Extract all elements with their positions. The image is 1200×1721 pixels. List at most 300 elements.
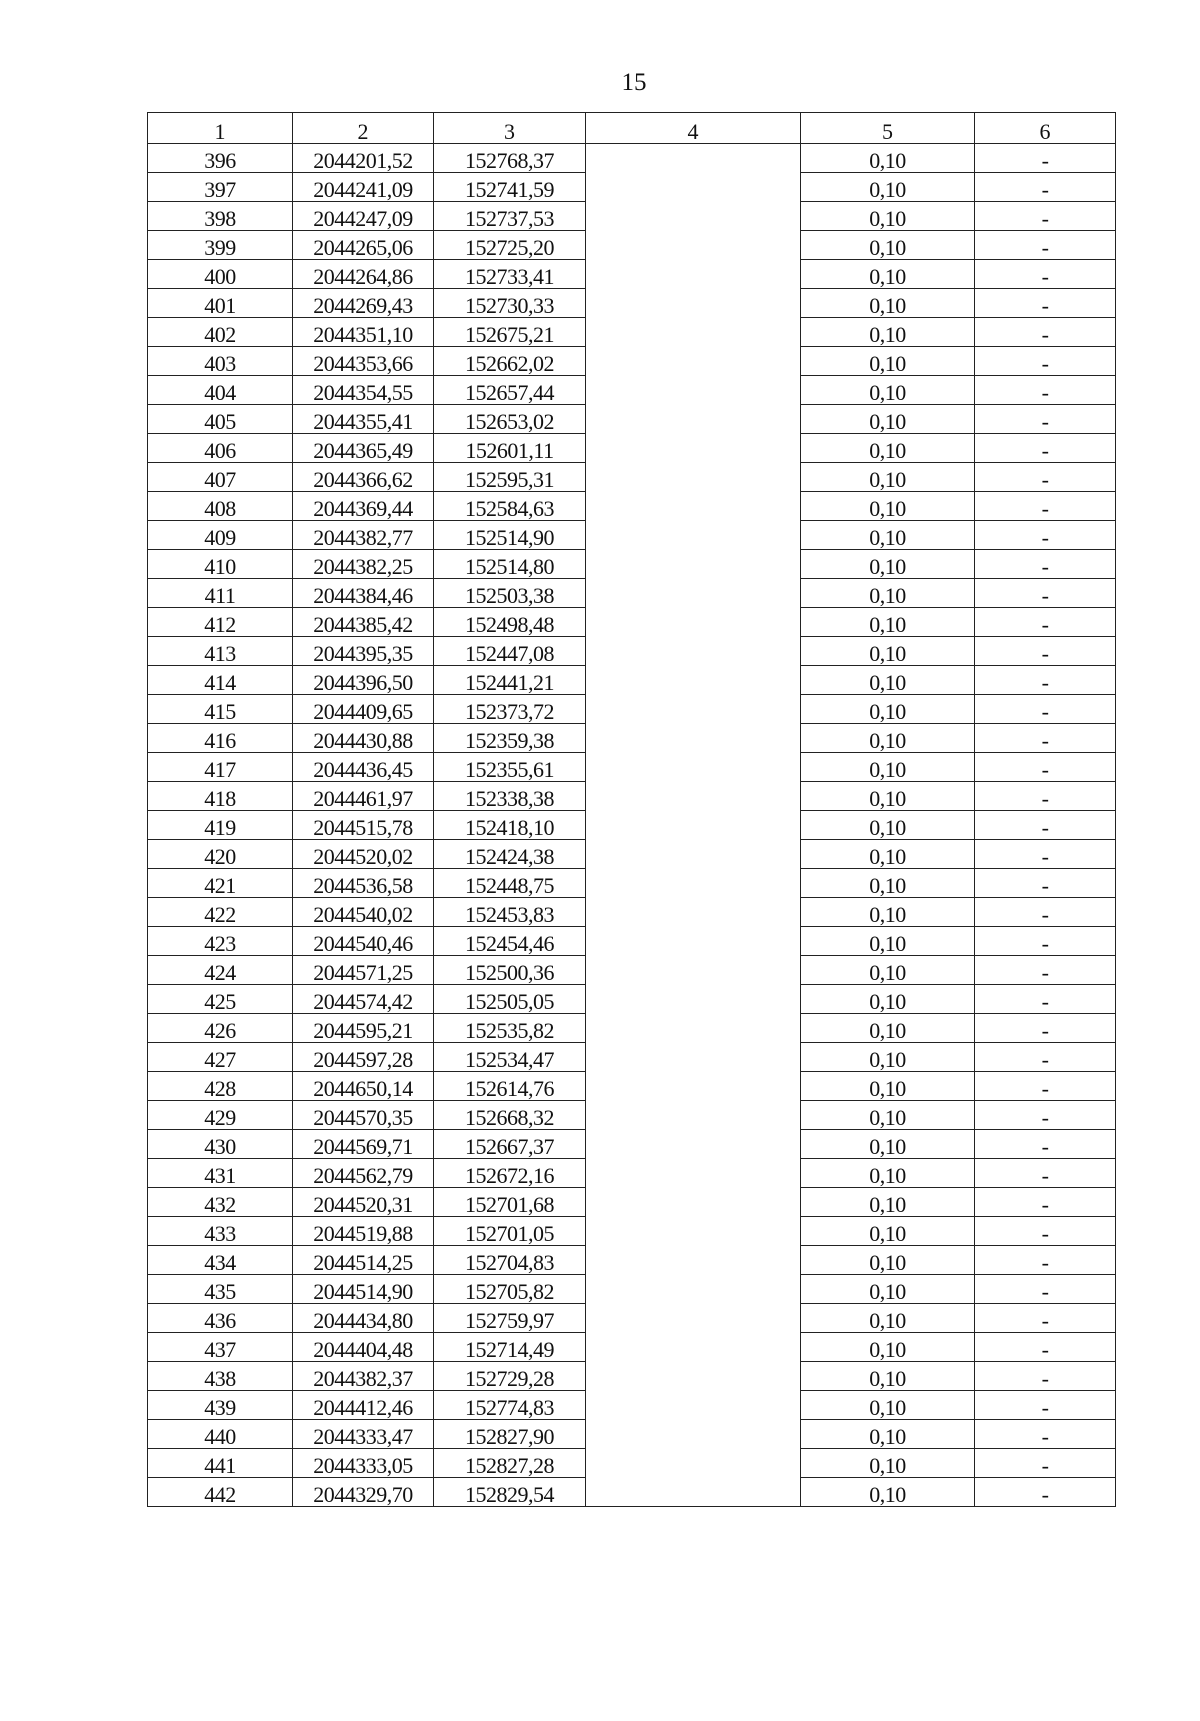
- value-cell: 0,10: [801, 405, 975, 434]
- empty-cell: [586, 202, 801, 231]
- column-header-5: 5: [801, 113, 975, 144]
- point-number-cell: 441: [148, 1449, 293, 1478]
- y-coordinate-cell: 152759,97: [434, 1304, 586, 1333]
- point-number-cell: 437: [148, 1333, 293, 1362]
- dash-cell: -: [975, 521, 1116, 550]
- empty-cell: [586, 898, 801, 927]
- value-cell: 0,10: [801, 289, 975, 318]
- y-coordinate-cell: 152675,21: [434, 318, 586, 347]
- x-coordinate-cell: 2044365,49: [293, 434, 434, 463]
- table-row: [148, 1159, 1116, 1188]
- point-number-cell: 413: [148, 637, 293, 666]
- y-coordinate-cell: 152355,61: [434, 753, 586, 782]
- dash-cell: -: [975, 724, 1116, 753]
- table-row: [148, 1043, 1116, 1072]
- value-cell: 0,10: [801, 521, 975, 550]
- y-coordinate-cell: 152672,16: [434, 1159, 586, 1188]
- column-header-2: 2: [293, 113, 434, 144]
- dash-cell: -: [975, 927, 1116, 956]
- y-coordinate-cell: 152725,20: [434, 231, 586, 260]
- empty-cell: [586, 318, 801, 347]
- value-cell: 0,10: [801, 231, 975, 260]
- dash-cell: -: [975, 898, 1116, 927]
- x-coordinate-cell: 2044385,42: [293, 608, 434, 637]
- dash-cell: -: [975, 608, 1116, 637]
- empty-cell: [586, 1043, 801, 1072]
- x-coordinate-cell: 2044404,48: [293, 1333, 434, 1362]
- value-cell: 0,10: [801, 434, 975, 463]
- point-number-cell: 400: [148, 260, 293, 289]
- point-number-cell: 408: [148, 492, 293, 521]
- dash-cell: -: [975, 637, 1116, 666]
- table-row: [148, 144, 1116, 173]
- y-coordinate-cell: 152373,72: [434, 695, 586, 724]
- y-coordinate-cell: 152733,41: [434, 260, 586, 289]
- dash-cell: -: [975, 1072, 1116, 1101]
- dash-cell: -: [975, 1275, 1116, 1304]
- y-coordinate-cell: 152741,59: [434, 173, 586, 202]
- point-number-cell: 442: [148, 1478, 293, 1507]
- point-number-cell: 416: [148, 724, 293, 753]
- point-number-cell: 429: [148, 1101, 293, 1130]
- point-number-cell: 432: [148, 1188, 293, 1217]
- point-number-cell: 420: [148, 840, 293, 869]
- table-header: [148, 113, 1116, 144]
- empty-cell: [586, 434, 801, 463]
- table-body: [148, 144, 1116, 1507]
- y-coordinate-cell: 152701,05: [434, 1217, 586, 1246]
- point-number-cell: 439: [148, 1391, 293, 1420]
- empty-cell: [586, 1333, 801, 1362]
- empty-cell: [586, 608, 801, 637]
- point-number-cell: 415: [148, 695, 293, 724]
- dash-cell: -: [975, 289, 1116, 318]
- dash-cell: -: [975, 666, 1116, 695]
- point-number-cell: 428: [148, 1072, 293, 1101]
- empty-cell: [586, 695, 801, 724]
- table-row: [148, 492, 1116, 521]
- y-coordinate-cell: 152701,68: [434, 1188, 586, 1217]
- dash-cell: -: [975, 1391, 1116, 1420]
- table-row: [148, 782, 1116, 811]
- x-coordinate-cell: 2044520,31: [293, 1188, 434, 1217]
- x-coordinate-cell: 2044395,35: [293, 637, 434, 666]
- y-coordinate-cell: 152454,46: [434, 927, 586, 956]
- empty-cell: [586, 492, 801, 521]
- y-coordinate-cell: 152359,38: [434, 724, 586, 753]
- y-coordinate-cell: 152730,33: [434, 289, 586, 318]
- x-coordinate-cell: 2044514,25: [293, 1246, 434, 1275]
- empty-cell: [586, 1130, 801, 1159]
- dash-cell: -: [975, 579, 1116, 608]
- empty-cell: [586, 724, 801, 753]
- dash-cell: -: [975, 1014, 1116, 1043]
- table-row: [148, 550, 1116, 579]
- dash-cell: -: [975, 1043, 1116, 1072]
- value-cell: 0,10: [801, 956, 975, 985]
- x-coordinate-cell: 2044540,46: [293, 927, 434, 956]
- point-number-cell: 410: [148, 550, 293, 579]
- dash-cell: -: [975, 173, 1116, 202]
- value-cell: 0,10: [801, 1478, 975, 1507]
- column-header-6: 6: [975, 113, 1116, 144]
- x-coordinate-cell: 2044571,25: [293, 956, 434, 985]
- x-coordinate-cell: 2044366,62: [293, 463, 434, 492]
- table-row: [148, 927, 1116, 956]
- y-coordinate-cell: 152505,05: [434, 985, 586, 1014]
- point-number-cell: 427: [148, 1043, 293, 1072]
- x-coordinate-cell: 2044353,66: [293, 347, 434, 376]
- x-coordinate-cell: 2044430,88: [293, 724, 434, 753]
- table-row: [148, 1072, 1116, 1101]
- dash-cell: -: [975, 1101, 1116, 1130]
- y-coordinate-cell: 152774,83: [434, 1391, 586, 1420]
- table-row: [148, 811, 1116, 840]
- dash-cell: -: [975, 985, 1116, 1014]
- empty-cell: [586, 260, 801, 289]
- empty-cell: [586, 1478, 801, 1507]
- x-coordinate-cell: 2044351,10: [293, 318, 434, 347]
- value-cell: 0,10: [801, 782, 975, 811]
- y-coordinate-cell: 152514,80: [434, 550, 586, 579]
- dash-cell: -: [975, 782, 1116, 811]
- y-coordinate-cell: 152827,90: [434, 1420, 586, 1449]
- x-coordinate-cell: 2044515,78: [293, 811, 434, 840]
- dash-cell: -: [975, 1217, 1116, 1246]
- y-coordinate-cell: 152657,44: [434, 376, 586, 405]
- dash-cell: -: [975, 231, 1116, 260]
- empty-cell: [586, 666, 801, 695]
- value-cell: 0,10: [801, 376, 975, 405]
- point-number-cell: 422: [148, 898, 293, 927]
- dash-cell: -: [975, 434, 1116, 463]
- point-number-cell: 398: [148, 202, 293, 231]
- y-coordinate-cell: 152668,32: [434, 1101, 586, 1130]
- dash-cell: -: [975, 753, 1116, 782]
- value-cell: 0,10: [801, 1130, 975, 1159]
- y-coordinate-cell: 152503,38: [434, 579, 586, 608]
- value-cell: 0,10: [801, 260, 975, 289]
- coordinates-table: [147, 112, 1116, 1507]
- table-row: [148, 579, 1116, 608]
- dash-cell: -: [975, 1362, 1116, 1391]
- table-row: [148, 1130, 1116, 1159]
- point-number-cell: 396: [148, 144, 293, 173]
- point-number-cell: 412: [148, 608, 293, 637]
- y-coordinate-cell: 152653,02: [434, 405, 586, 434]
- x-coordinate-cell: 2044241,09: [293, 173, 434, 202]
- point-number-cell: 402: [148, 318, 293, 347]
- x-coordinate-cell: 2044333,47: [293, 1420, 434, 1449]
- dash-cell: -: [975, 260, 1116, 289]
- empty-cell: [586, 376, 801, 405]
- value-cell: 0,10: [801, 463, 975, 492]
- x-coordinate-cell: 2044595,21: [293, 1014, 434, 1043]
- dash-cell: -: [975, 202, 1116, 231]
- y-coordinate-cell: 152535,82: [434, 1014, 586, 1043]
- table-row: [148, 376, 1116, 405]
- x-coordinate-cell: 2044396,50: [293, 666, 434, 695]
- y-coordinate-cell: 152705,82: [434, 1275, 586, 1304]
- x-coordinate-cell: 2044355,41: [293, 405, 434, 434]
- empty-cell: [586, 231, 801, 260]
- dash-cell: -: [975, 463, 1116, 492]
- x-coordinate-cell: 2044354,55: [293, 376, 434, 405]
- point-number-cell: 418: [148, 782, 293, 811]
- point-number-cell: 403: [148, 347, 293, 376]
- y-coordinate-cell: 152424,38: [434, 840, 586, 869]
- table-row: [148, 173, 1116, 202]
- empty-cell: [586, 869, 801, 898]
- value-cell: 0,10: [801, 898, 975, 927]
- point-number-cell: 414: [148, 666, 293, 695]
- value-cell: 0,10: [801, 637, 975, 666]
- value-cell: 0,10: [801, 492, 975, 521]
- value-cell: 0,10: [801, 1449, 975, 1478]
- dash-cell: -: [975, 1130, 1116, 1159]
- empty-cell: [586, 985, 801, 1014]
- table-row: [148, 985, 1116, 1014]
- point-number-cell: 419: [148, 811, 293, 840]
- value-cell: 0,10: [801, 753, 975, 782]
- point-number-cell: 440: [148, 1420, 293, 1449]
- point-number-cell: 426: [148, 1014, 293, 1043]
- table-row: [148, 405, 1116, 434]
- y-coordinate-cell: 152448,75: [434, 869, 586, 898]
- y-coordinate-cell: 152829,54: [434, 1478, 586, 1507]
- dash-cell: -: [975, 1449, 1116, 1478]
- value-cell: 0,10: [801, 869, 975, 898]
- table-row: [148, 289, 1116, 318]
- empty-cell: [586, 1072, 801, 1101]
- value-cell: 0,10: [801, 347, 975, 376]
- value-cell: 0,10: [801, 1072, 975, 1101]
- table-row: [148, 1246, 1116, 1275]
- value-cell: 0,10: [801, 202, 975, 231]
- point-number-cell: 405: [148, 405, 293, 434]
- table-row: [148, 1188, 1116, 1217]
- point-number-cell: 406: [148, 434, 293, 463]
- value-cell: 0,10: [801, 695, 975, 724]
- dash-cell: -: [975, 492, 1116, 521]
- table-row: [148, 1217, 1116, 1246]
- dash-cell: -: [975, 405, 1116, 434]
- dash-cell: -: [975, 811, 1116, 840]
- empty-cell: [586, 637, 801, 666]
- y-coordinate-cell: 152514,90: [434, 521, 586, 550]
- x-coordinate-cell: 2044597,28: [293, 1043, 434, 1072]
- point-number-cell: 401: [148, 289, 293, 318]
- x-coordinate-cell: 2044514,90: [293, 1275, 434, 1304]
- empty-cell: [586, 144, 801, 173]
- dash-cell: -: [975, 318, 1116, 347]
- dash-cell: -: [975, 347, 1116, 376]
- value-cell: 0,10: [801, 840, 975, 869]
- dash-cell: -: [975, 1246, 1116, 1275]
- x-coordinate-cell: 2044369,44: [293, 492, 434, 521]
- column-header-3: 3: [434, 113, 586, 144]
- value-cell: 0,10: [801, 1101, 975, 1130]
- table-row: [148, 231, 1116, 260]
- empty-cell: [586, 956, 801, 985]
- y-coordinate-cell: 152768,37: [434, 144, 586, 173]
- dash-cell: -: [975, 1333, 1116, 1362]
- empty-cell: [586, 1217, 801, 1246]
- value-cell: 0,10: [801, 1304, 975, 1333]
- table-row: [148, 724, 1116, 753]
- table-row: [148, 1333, 1116, 1362]
- y-coordinate-cell: 152662,02: [434, 347, 586, 376]
- value-cell: 0,10: [801, 1188, 975, 1217]
- value-cell: 0,10: [801, 173, 975, 202]
- point-number-cell: 425: [148, 985, 293, 1014]
- point-number-cell: 433: [148, 1217, 293, 1246]
- empty-cell: [586, 463, 801, 492]
- x-coordinate-cell: 2044384,46: [293, 579, 434, 608]
- table-row: [148, 347, 1116, 376]
- table-row: [148, 1449, 1116, 1478]
- x-coordinate-cell: 2044434,80: [293, 1304, 434, 1333]
- empty-cell: [586, 1420, 801, 1449]
- column-header-1: 1: [148, 113, 293, 144]
- table-row: [148, 1304, 1116, 1333]
- y-coordinate-cell: 152714,49: [434, 1333, 586, 1362]
- dash-cell: -: [975, 376, 1116, 405]
- empty-cell: [586, 753, 801, 782]
- value-cell: 0,10: [801, 811, 975, 840]
- x-coordinate-cell: 2044540,02: [293, 898, 434, 927]
- empty-cell: [586, 782, 801, 811]
- y-coordinate-cell: 152729,28: [434, 1362, 586, 1391]
- x-coordinate-cell: 2044382,77: [293, 521, 434, 550]
- y-coordinate-cell: 152441,21: [434, 666, 586, 695]
- empty-cell: [586, 1246, 801, 1275]
- table-row: [148, 202, 1116, 231]
- table-row: [148, 637, 1116, 666]
- x-coordinate-cell: 2044536,58: [293, 869, 434, 898]
- dash-cell: -: [975, 1159, 1116, 1188]
- table-row: [148, 260, 1116, 289]
- table-row: [148, 1420, 1116, 1449]
- value-cell: 0,10: [801, 579, 975, 608]
- empty-cell: [586, 1304, 801, 1333]
- empty-cell: [586, 347, 801, 376]
- table-row: [148, 1101, 1116, 1130]
- point-number-cell: 404: [148, 376, 293, 405]
- x-coordinate-cell: 2044247,09: [293, 202, 434, 231]
- x-coordinate-cell: 2044570,35: [293, 1101, 434, 1130]
- point-number-cell: 397: [148, 173, 293, 202]
- y-coordinate-cell: 152338,38: [434, 782, 586, 811]
- table-row: [148, 695, 1116, 724]
- y-coordinate-cell: 152584,63: [434, 492, 586, 521]
- point-number-cell: 421: [148, 869, 293, 898]
- y-coordinate-cell: 152601,11: [434, 434, 586, 463]
- empty-cell: [586, 289, 801, 318]
- dash-cell: -: [975, 1188, 1116, 1217]
- empty-cell: [586, 811, 801, 840]
- x-coordinate-cell: 2044436,45: [293, 753, 434, 782]
- value-cell: 0,10: [801, 144, 975, 173]
- x-coordinate-cell: 2044265,06: [293, 231, 434, 260]
- x-coordinate-cell: 2044201,52: [293, 144, 434, 173]
- table-row: [148, 521, 1116, 550]
- dash-cell: -: [975, 695, 1116, 724]
- x-coordinate-cell: 2044409,65: [293, 695, 434, 724]
- empty-cell: [586, 521, 801, 550]
- y-coordinate-cell: 152418,10: [434, 811, 586, 840]
- table-row: [148, 434, 1116, 463]
- empty-cell: [586, 1275, 801, 1304]
- point-number-cell: 436: [148, 1304, 293, 1333]
- value-cell: 0,10: [801, 724, 975, 753]
- empty-cell: [586, 405, 801, 434]
- y-coordinate-cell: 152614,76: [434, 1072, 586, 1101]
- value-cell: 0,10: [801, 1275, 975, 1304]
- empty-cell: [586, 1362, 801, 1391]
- table-row: [148, 1362, 1116, 1391]
- y-coordinate-cell: 152534,47: [434, 1043, 586, 1072]
- point-number-cell: 431: [148, 1159, 293, 1188]
- value-cell: 0,10: [801, 1014, 975, 1043]
- point-number-cell: 417: [148, 753, 293, 782]
- value-cell: 0,10: [801, 1333, 975, 1362]
- dash-cell: -: [975, 550, 1116, 579]
- point-number-cell: 438: [148, 1362, 293, 1391]
- value-cell: 0,10: [801, 550, 975, 579]
- x-coordinate-cell: 2044382,37: [293, 1362, 434, 1391]
- table-row: [148, 1014, 1116, 1043]
- value-cell: 0,10: [801, 1159, 975, 1188]
- x-coordinate-cell: 2044574,42: [293, 985, 434, 1014]
- y-coordinate-cell: 152453,83: [434, 898, 586, 927]
- dash-cell: -: [975, 956, 1116, 985]
- column-header-4: 4: [586, 113, 801, 144]
- point-number-cell: 399: [148, 231, 293, 260]
- value-cell: 0,10: [801, 927, 975, 956]
- value-cell: 0,10: [801, 1246, 975, 1275]
- x-coordinate-cell: 2044562,79: [293, 1159, 434, 1188]
- point-number-cell: 435: [148, 1275, 293, 1304]
- empty-cell: [586, 173, 801, 202]
- page-number: 15: [621, 69, 647, 96]
- table-row: [148, 1275, 1116, 1304]
- table-row: [148, 840, 1116, 869]
- empty-cell: [586, 840, 801, 869]
- table-row: [148, 898, 1116, 927]
- value-cell: 0,10: [801, 1043, 975, 1072]
- point-number-cell: 424: [148, 956, 293, 985]
- point-number-cell: 430: [148, 1130, 293, 1159]
- dash-cell: -: [975, 840, 1116, 869]
- empty-cell: [586, 579, 801, 608]
- x-coordinate-cell: 2044520,02: [293, 840, 434, 869]
- value-cell: 0,10: [801, 985, 975, 1014]
- x-coordinate-cell: 2044333,05: [293, 1449, 434, 1478]
- table-row: [148, 956, 1116, 985]
- empty-cell: [586, 1014, 801, 1043]
- point-number-cell: 434: [148, 1246, 293, 1275]
- y-coordinate-cell: 152737,53: [434, 202, 586, 231]
- table-row: [148, 608, 1116, 637]
- table-row: [148, 666, 1116, 695]
- dash-cell: -: [975, 1304, 1116, 1333]
- empty-cell: [586, 1391, 801, 1420]
- value-cell: 0,10: [801, 318, 975, 347]
- value-cell: 0,10: [801, 1420, 975, 1449]
- header-row: [148, 113, 1116, 144]
- y-coordinate-cell: 152447,08: [434, 637, 586, 666]
